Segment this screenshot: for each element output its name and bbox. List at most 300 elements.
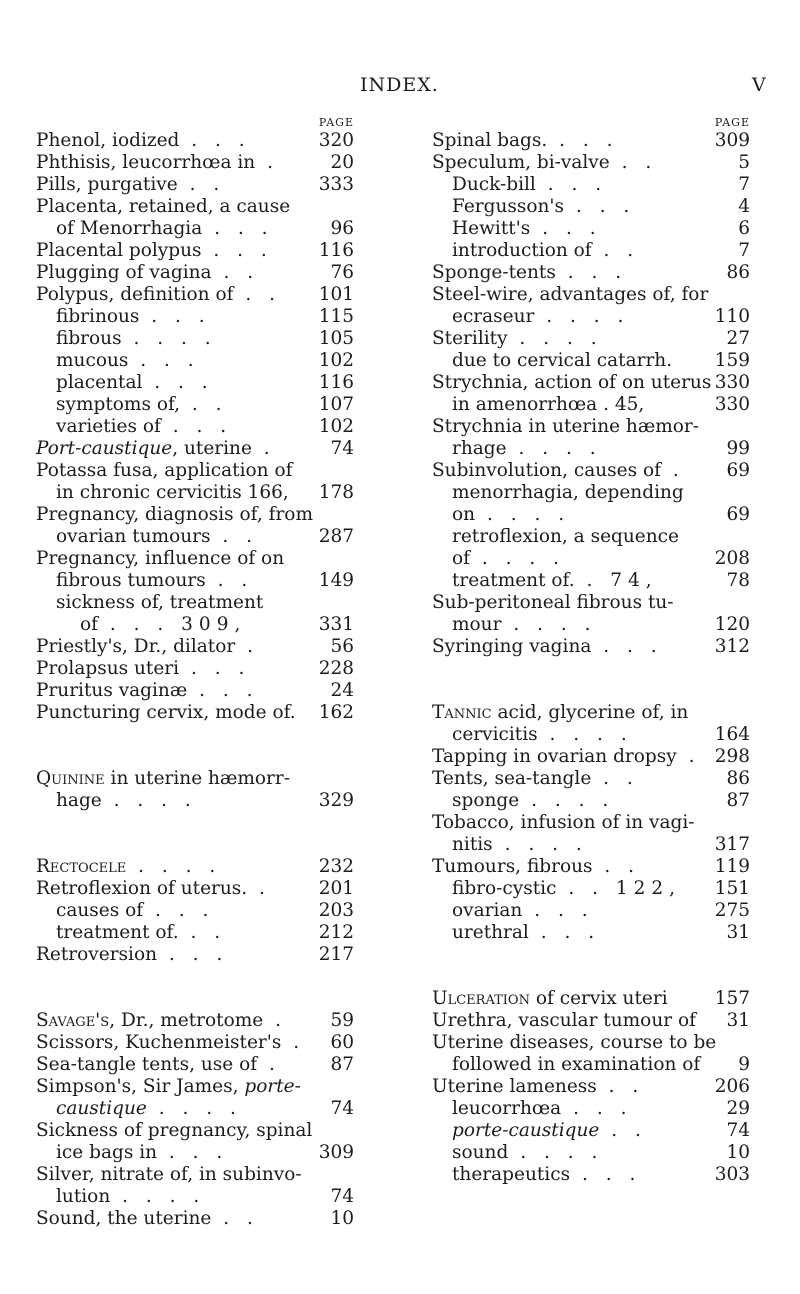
entry-term: Placenta, retained, a cause xyxy=(36,196,291,217)
index-entry xyxy=(432,570,750,592)
leader-dots: . . . xyxy=(570,1164,642,1185)
entry-term: in amenorrhœa . 45, xyxy=(452,394,645,415)
entry-term: Sub-peritoneal fibrous tu- xyxy=(432,592,674,613)
entry-page-number: 115 xyxy=(318,306,354,327)
entry-page-number: 59 xyxy=(330,1010,354,1031)
index-entry xyxy=(36,548,354,570)
entry-page-number: 333 xyxy=(318,174,354,195)
index-entry xyxy=(36,416,354,438)
leader-dots: . . . . xyxy=(492,834,588,855)
entry-term: Quinine xyxy=(36,768,105,789)
index-entry xyxy=(36,372,354,394)
index-entry xyxy=(432,526,750,548)
index-entry xyxy=(432,240,750,262)
index-entry xyxy=(432,636,750,658)
entry-page-number: 287 xyxy=(318,526,354,547)
entry-page-number: 86 xyxy=(726,768,750,789)
index-entry xyxy=(36,152,354,174)
leader-dots: . . xyxy=(233,284,281,305)
leader-dots: . . . xyxy=(547,130,619,151)
leader-dots: . xyxy=(263,1010,287,1031)
entry-term: Tents, sea-tangle xyxy=(432,768,592,789)
entry-page-number: 7 xyxy=(738,240,750,261)
entry-page-number: 317 xyxy=(714,834,750,855)
entry-page-number: 31 xyxy=(726,922,750,943)
entry-term: urethral xyxy=(452,922,529,943)
entry-page-number: 312 xyxy=(714,636,750,657)
leader-dots: . . . xyxy=(561,1098,633,1119)
index-entry xyxy=(432,196,750,218)
index-entry xyxy=(432,834,750,856)
index-entry xyxy=(36,350,354,372)
index-entry xyxy=(432,1120,750,1142)
entry-term: retroflexion, a sequence xyxy=(452,526,679,547)
entry-term: of xyxy=(80,614,98,635)
entry-page-number: 309 xyxy=(714,130,750,151)
leader-dots: . . . xyxy=(522,900,594,921)
leader-dots: . . xyxy=(599,1120,647,1141)
group-separator xyxy=(36,966,354,1010)
leader-dots: . . . xyxy=(530,218,602,239)
entry-page-number: 203 xyxy=(318,900,354,921)
entry-page-number: 330 xyxy=(714,372,750,393)
leader-dots: . . . . xyxy=(506,438,602,459)
entry-page-number: 228 xyxy=(318,658,354,679)
entry-page-number: 86 xyxy=(726,262,750,283)
entry-page-number: 208 xyxy=(714,548,750,569)
index-entry xyxy=(432,262,750,284)
leader-dots: . . . . xyxy=(508,1142,604,1163)
entry-page-number: 24 xyxy=(330,680,354,701)
index-entry xyxy=(432,592,750,614)
leader-dots: . xyxy=(255,152,279,173)
entry-term: ovarian tumours xyxy=(56,526,211,547)
entry-page-number: 102 xyxy=(318,350,354,371)
leader-dots: . . . . xyxy=(537,724,633,745)
index-entry xyxy=(36,790,354,812)
entry-term: Rectocele xyxy=(36,856,127,877)
index-column-right xyxy=(432,116,750,1186)
index-entry xyxy=(432,724,750,746)
entry-term: in chronic cervicitis 166, xyxy=(56,482,289,503)
index-entry xyxy=(36,174,354,196)
entry-term: ice bags in xyxy=(56,1142,158,1163)
entry-term: Sterility xyxy=(432,328,508,349)
entry-term: Phthisis, leucorrhœa in xyxy=(36,152,256,173)
entry-term: Silver, nitrate of, in subinvo- xyxy=(36,1164,302,1185)
entry-term: sponge xyxy=(452,790,520,811)
entry-page-number: 74 xyxy=(330,438,354,459)
entry-term-suffix: , uterine xyxy=(172,438,252,459)
index-entry xyxy=(432,416,750,438)
leader-dots: . . . xyxy=(128,350,200,371)
index-entry xyxy=(432,746,750,768)
entry-term: Sickness of pregnancy, spinal xyxy=(36,1120,313,1141)
entry-term: nitis xyxy=(452,834,493,855)
entry-term: menorrhagia, depending xyxy=(452,482,684,503)
entry-term: hage xyxy=(56,790,102,811)
leader-dots: . . xyxy=(592,856,641,877)
leader-dots: . . xyxy=(210,526,259,547)
entry-term: ecraseur xyxy=(452,306,535,327)
entry-term: Savage's xyxy=(36,1010,110,1031)
entry-term: Steel-wire, advantages of, for xyxy=(432,284,709,305)
entry-term: Puncturing cervix, mode of. xyxy=(36,702,296,723)
entry-term: fibrous xyxy=(56,328,122,349)
leader-dots: . . . xyxy=(591,636,663,657)
entry-term: Polypus, definition of xyxy=(36,284,234,305)
leader-dots: . . . xyxy=(187,680,259,701)
entry-page-number: 119 xyxy=(714,856,750,877)
entry-term: of xyxy=(452,548,470,569)
index-entry xyxy=(36,636,354,658)
entry-term: lution xyxy=(56,1186,111,1207)
index-entry xyxy=(432,856,750,878)
leader-dots: . xyxy=(660,460,685,481)
entry-page-number: 309 xyxy=(318,1142,354,1163)
entry-term: Tannic xyxy=(432,702,492,723)
group-separator xyxy=(432,944,750,988)
entry-page-number: 120 xyxy=(714,614,750,635)
index-entry xyxy=(36,526,354,548)
leader-dots: . . . xyxy=(179,658,251,679)
entry-term: therapeutics xyxy=(452,1164,571,1185)
entry-page-number: 27 xyxy=(726,328,750,349)
index-entry xyxy=(36,614,354,636)
leader-dots: . . . xyxy=(160,416,233,437)
entry-term: Placental polypus xyxy=(36,240,202,261)
entry-page-number: 74 xyxy=(726,1120,750,1141)
index-entry xyxy=(432,812,750,834)
entry-term: Priestly's, Dr., dilator xyxy=(36,636,236,657)
index-entry xyxy=(36,130,354,152)
index-entry xyxy=(432,768,750,790)
entry-term: Urethra, vascular tumour of xyxy=(432,1010,696,1031)
entry-page-number: 149 xyxy=(318,570,354,591)
entry-page-number: 212 xyxy=(318,922,354,943)
leader-dots: . . xyxy=(178,922,227,943)
running-head-title: INDEX. xyxy=(360,74,439,96)
entry-page-number: 206 xyxy=(714,1076,750,1097)
index-entry xyxy=(432,702,750,724)
running-head-page-numeral: V xyxy=(752,74,767,96)
entry-term: Syringing vagina xyxy=(432,636,592,657)
index-entry xyxy=(36,1208,354,1230)
leader-dots: . . . . xyxy=(101,790,197,811)
entry-term: porte-caustique xyxy=(452,1120,600,1141)
entry-term: Duck-bill xyxy=(452,174,536,195)
index-entry xyxy=(36,768,354,790)
entry-term: Phenol, iodized xyxy=(36,130,180,151)
leader-dots: . . . . xyxy=(146,1098,242,1119)
entry-page-number: 56 xyxy=(330,636,354,657)
index-entry xyxy=(432,482,750,504)
entry-term: causes of xyxy=(56,900,144,921)
index-entry xyxy=(432,988,750,1010)
index-entries-right xyxy=(432,130,750,1186)
entry-term-suffix: of cervix uteri xyxy=(529,988,668,1009)
index-entry xyxy=(36,1098,354,1120)
index-entry xyxy=(432,504,750,526)
leader-dots: . . xyxy=(180,394,228,415)
entry-term: Sound, the uterine xyxy=(36,1208,212,1229)
entry-term: treatment of. xyxy=(452,570,575,591)
index-entry xyxy=(432,130,750,152)
entry-term: sound xyxy=(452,1142,509,1163)
index-entry xyxy=(36,1142,354,1164)
entry-page-number: 31 xyxy=(726,1010,750,1031)
leader-dots: . . . . xyxy=(121,328,217,349)
entry-term: treatment of. xyxy=(56,922,179,943)
leader-dots: . xyxy=(676,746,701,767)
index-entry xyxy=(432,1164,750,1186)
leader-dots: . . . . xyxy=(507,328,603,349)
entry-page-number: 87 xyxy=(726,790,750,811)
leader-dots: . . . xyxy=(179,130,251,151)
leader-dots: . . . . xyxy=(519,790,615,811)
index-entry xyxy=(432,218,750,240)
index-entry xyxy=(36,592,354,614)
entry-page-number: 159 xyxy=(714,350,750,371)
index-entry xyxy=(432,1098,750,1120)
leader-dots: . . . . xyxy=(501,614,597,635)
entry-page-number: 102 xyxy=(318,416,354,437)
leader-dots: . . . xyxy=(139,306,211,327)
leader-dots: . . xyxy=(211,1208,259,1229)
index-entry xyxy=(432,1054,750,1076)
index-entry xyxy=(36,856,354,878)
entry-page-number: 105 xyxy=(318,328,354,349)
index-entry xyxy=(36,944,354,966)
entry-term: Retroversion xyxy=(36,944,157,965)
entry-page-number: 116 xyxy=(318,372,354,393)
index-entry xyxy=(432,1032,750,1054)
entry-page-number: 320 xyxy=(318,130,354,151)
index-entry xyxy=(432,922,750,944)
leader-dots: . . xyxy=(591,240,640,261)
index-entry xyxy=(36,240,354,262)
leader-dots: . . 122, xyxy=(556,878,682,899)
leader-dots: . . . xyxy=(555,262,628,283)
index-entry xyxy=(432,878,750,900)
index-entry xyxy=(432,1076,750,1098)
entry-term: Scissors, Kuchenmeister's xyxy=(36,1032,282,1053)
index-entry xyxy=(432,1010,750,1032)
entry-term: placental xyxy=(56,372,143,393)
entry-term: Retroflexion of uterus. xyxy=(36,878,248,899)
entry-term: fibrinous xyxy=(56,306,140,327)
entry-term: Pregnancy, influence of on xyxy=(36,548,285,569)
entry-term: Subinvolution, causes of xyxy=(432,460,661,481)
group-separator xyxy=(36,724,354,768)
leader-dots: . . . xyxy=(202,218,274,239)
entry-page-number: 74 xyxy=(330,1186,354,1207)
entry-term: Prolapsus uteri xyxy=(36,658,180,679)
entry-page-number: 96 xyxy=(330,218,354,239)
index-column-left xyxy=(36,116,354,1230)
entry-term: Sea-tangle tents, use of xyxy=(36,1054,258,1075)
leader-dots: . 74, xyxy=(574,570,658,591)
entry-term: Simpson's, Sir James, xyxy=(36,1076,239,1097)
leader-dots: . xyxy=(281,1032,306,1053)
index-entry xyxy=(36,1164,354,1186)
entry-page-number: 60 xyxy=(330,1032,354,1053)
leader-dots: . . . xyxy=(143,900,215,921)
entry-page-number: 76 xyxy=(330,262,354,283)
leader-dots: . . . . xyxy=(470,548,566,569)
index-entry xyxy=(36,460,354,482)
group-separator xyxy=(432,658,750,702)
index-entry xyxy=(432,306,750,328)
entry-term: followed in examination of xyxy=(452,1054,701,1075)
index-entry xyxy=(36,504,354,526)
entry-page-number: 9 xyxy=(738,1054,750,1075)
leader-dots: . . xyxy=(609,152,658,173)
leader-dots: . . xyxy=(591,768,639,789)
index-entry xyxy=(36,702,354,724)
entry-term: Tumours, fibrous xyxy=(432,856,593,877)
entry-page-number: 10 xyxy=(330,1208,354,1229)
entry-page-number: 151 xyxy=(714,878,750,899)
leader-dots: . . . 309, xyxy=(98,614,247,635)
entry-term: Tobacco, infusion of in vagi- xyxy=(432,812,695,833)
entry-term: Potassa fusa, application of xyxy=(36,460,293,481)
entry-term: Spinal bags. xyxy=(432,130,548,151)
leader-dots: . . . xyxy=(157,1142,229,1163)
entry-term: leucorrhœa xyxy=(452,1098,562,1119)
entry-page-number: 162 xyxy=(318,702,354,723)
index-entry xyxy=(36,1032,354,1054)
index-entry xyxy=(432,438,750,460)
entry-page-number: 99 xyxy=(726,438,750,459)
entry-term: rhage xyxy=(452,438,507,459)
index-entry xyxy=(432,174,750,196)
entry-term: Port-caustique xyxy=(36,438,173,459)
entry-term: varieties of xyxy=(56,416,161,437)
entry-page-number: 87 xyxy=(330,1054,354,1075)
leader-dots: . . . . xyxy=(534,306,630,327)
entry-term: Tapping in ovarian dropsy xyxy=(432,746,677,767)
entry-term: Uterine lameness xyxy=(432,1076,597,1097)
entry-term: Pills, purgative xyxy=(36,174,178,195)
entry-page-number: 303 xyxy=(714,1164,750,1185)
leader-dots: . . xyxy=(205,570,254,591)
entry-page-number: 101 xyxy=(318,284,354,305)
entry-page-number: 10 xyxy=(726,1142,750,1163)
index-entry xyxy=(36,570,354,592)
index-entry xyxy=(36,328,354,350)
entry-page-number: 329 xyxy=(318,790,354,811)
index-entry xyxy=(36,658,354,680)
index-entry xyxy=(432,790,750,812)
entry-page-number: 6 xyxy=(738,218,750,239)
index-entry xyxy=(36,1120,354,1142)
index-entry xyxy=(432,284,750,306)
index-entry xyxy=(36,394,354,416)
index-entry xyxy=(432,900,750,922)
entry-term-suffix: in uterine hæmorr- xyxy=(104,768,290,789)
entry-term: of Menorrhagia xyxy=(56,218,203,239)
index-entry xyxy=(36,680,354,702)
index-entry xyxy=(432,1142,750,1164)
entry-term: Uterine diseases, course to be xyxy=(432,1032,717,1053)
entry-page-number: 275 xyxy=(714,900,750,921)
index-entry xyxy=(36,218,354,240)
entry-page-number: 29 xyxy=(726,1098,750,1119)
entry-term: Sponge-tents xyxy=(432,262,556,283)
entry-term: Ulceration xyxy=(432,988,530,1009)
entry-page-number: 69 xyxy=(726,504,750,525)
entry-term: on xyxy=(452,504,476,525)
entry-term-suffix: , Dr., metrotome xyxy=(109,1010,264,1031)
entry-page-number: 78 xyxy=(726,570,750,591)
index-entry xyxy=(36,900,354,922)
entry-term: Strychnia, action of on uterus xyxy=(432,372,712,393)
entry-term: mucous xyxy=(56,350,129,371)
leader-dots: . xyxy=(251,438,276,459)
entry-page-number: 20 xyxy=(330,152,354,173)
index-entry xyxy=(36,438,354,460)
leader-dots: . . . . xyxy=(110,1186,206,1207)
entry-page-number: 178 xyxy=(318,482,354,503)
index-entry xyxy=(36,922,354,944)
index-entry xyxy=(36,1186,354,1208)
entry-term: mour xyxy=(452,614,502,635)
entry-term: fibro-cystic xyxy=(452,878,557,899)
entry-term-suffix: acid, glycerine of, in xyxy=(491,702,689,723)
index-entry xyxy=(36,1010,354,1032)
entry-term: Speculum, bi-valve xyxy=(432,152,610,173)
entry-term: sickness of, treatment xyxy=(56,592,264,613)
leader-dots: . . . xyxy=(564,196,636,217)
index-entry xyxy=(36,306,354,328)
entry-page-number: 110 xyxy=(714,306,750,327)
entry-page-number: 331 xyxy=(318,614,354,635)
entry-term: cervicitis xyxy=(452,724,538,745)
index-entry xyxy=(36,196,354,218)
leader-dots: . . . xyxy=(528,922,601,943)
leader-dots: . . xyxy=(596,1076,645,1097)
index-entry xyxy=(432,372,750,394)
index-entries-left xyxy=(36,130,354,1230)
index-entry xyxy=(36,1076,354,1098)
entry-page-number: 107 xyxy=(318,394,354,415)
index-entry xyxy=(432,152,750,174)
index-entry xyxy=(432,328,750,350)
index-entry xyxy=(432,460,750,482)
entry-page-number: 116 xyxy=(318,240,354,261)
entry-term: due to cervical catarrh. xyxy=(452,350,673,371)
entry-term: ovarian xyxy=(452,900,523,921)
group-separator xyxy=(36,812,354,856)
leader-dots: . . xyxy=(211,262,260,283)
entry-page-number: 232 xyxy=(318,856,354,877)
leader-dots: . . . xyxy=(535,174,608,195)
entry-page-number: 4 xyxy=(738,196,750,217)
entry-term: Pregnancy, diagnosis of, from xyxy=(36,504,313,525)
leader-dots: . . . xyxy=(142,372,214,393)
entry-term: Hewitt's xyxy=(452,218,531,239)
entry-term: symptoms of, xyxy=(56,394,181,415)
entry-page-number: 7 xyxy=(738,174,750,195)
index-entry xyxy=(36,878,354,900)
index-entry xyxy=(36,284,354,306)
page-column-label: PAGE xyxy=(714,116,750,129)
index-entry xyxy=(36,482,354,504)
page-column-label: PAGE xyxy=(318,116,354,129)
entry-term: Plugging of vagina xyxy=(36,262,212,283)
entry-term: caustique xyxy=(56,1098,147,1119)
